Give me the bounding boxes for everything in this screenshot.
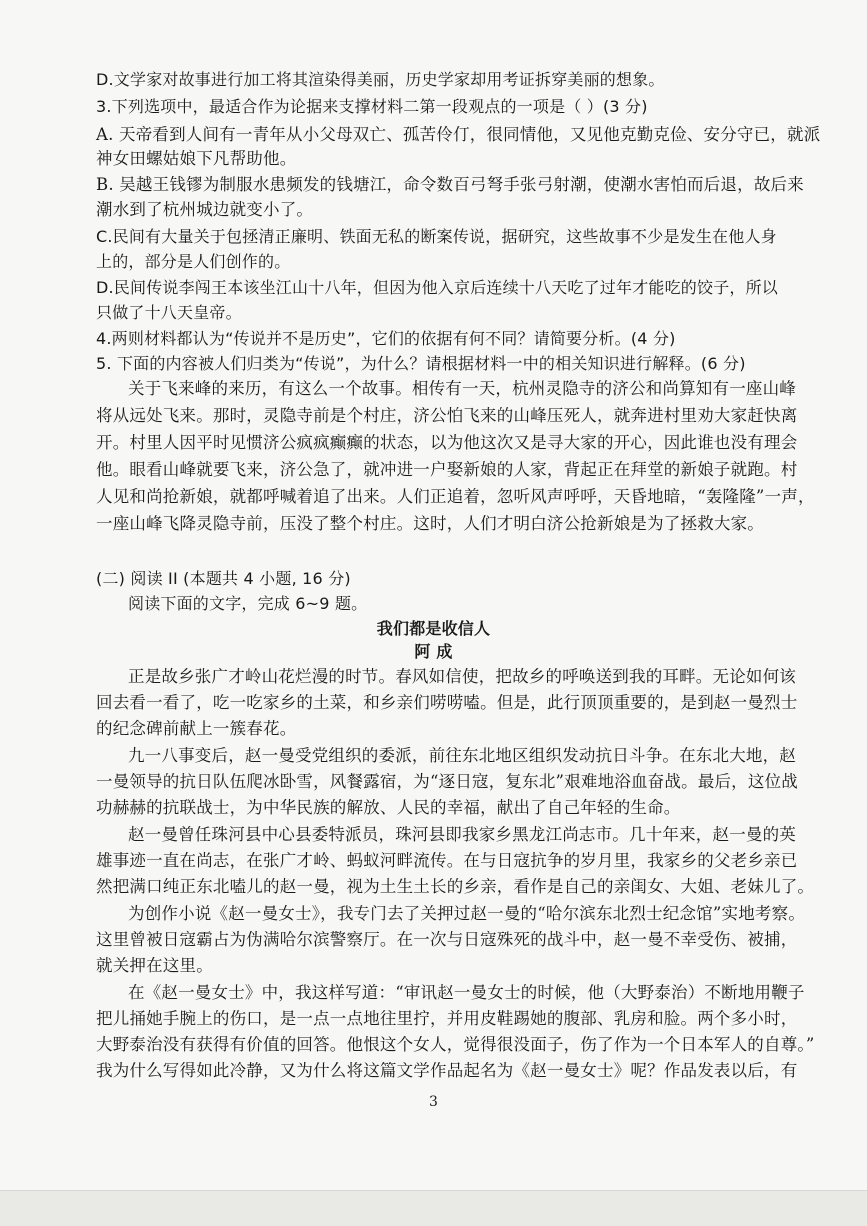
article-paragraph-line: 回去看一看了，吃一吃家乡的土菜，和乡亲们唠唠嗑。但是，此行顶顶重要的，是到赵一曼烈士: [96, 693, 798, 712]
page-number: 3: [429, 1094, 438, 1110]
q3-option-d-line-2: 只做了十八天皇帝。: [96, 303, 242, 322]
question-5: 5. 下面的内容被人们归类为“传说”，为什么？请根据材料一中的相关知识进行解释。(6 分): [96, 354, 746, 373]
article-title: 我们都是收信人: [376, 619, 491, 638]
article-paragraph-line: 然把满口纯正东北嗑儿的赵一曼，视为土生土长的乡亲，看作是自己的亲闺女、大姐、老妹儿了。: [96, 877, 815, 896]
section-heading: (二) 阅读 II (本题共 4 小题, 16 分): [96, 569, 351, 588]
q5-material-line: 他。眼看山峰就要飞来，济公急了，就冲进一户娶新娘的人家，背起正在拜堂的新娘子就跑。村: [96, 460, 798, 479]
option-d-previous: D.文学家对故事进行加工将其渲染得美丽，历史学家却用考证拆穿美丽的想象。: [96, 70, 665, 89]
article-paragraph-line: 的纪念碑前献上一簇春花。: [96, 719, 297, 738]
article-paragraph-line: 就关押在这里。: [96, 956, 213, 975]
q5-material-line: 将从远处飞来。那时，灵隐寺前是个村庄，济公怕飞来的山峰压死人，就奔进村里劝大家赶快离: [96, 406, 798, 425]
article-author: 阿 成: [414, 642, 453, 661]
q5-material-line: 关于飞来峰的来历，有这么一个故事。相传有一天，杭州灵隐寺的济公和尚算知有一座山峰: [128, 379, 796, 398]
question-4: 4.两则材料都认为“传说并不是历史”，它们的依据有何不同？请简要分析。(4 分): [96, 329, 676, 348]
q5-material-line: 一座山峰飞降灵隐寺前，压没了整个村庄。这时，人们才明白济公抢新娘是为了拯救大家。: [96, 514, 764, 533]
article-paragraph-line: 这里曾被日寇霸占为伪满哈尔滨警察厅。在一次与日寇殊死的战斗中，赵一曼不幸受伤、被捕，: [96, 930, 798, 949]
article-paragraph-line: 把儿捅她手腕上的伤口，是一点一点地往里拧，并用皮鞋踢她的腹部、乳房和脸。两个多小时，: [96, 1009, 798, 1028]
article-paragraph-line: 一曼领导的抗日队伍爬冰卧雪，风餐露宿，为“逐日寇，复东北”艰难地浴血奋战。最后，这位战: [96, 772, 798, 791]
section-instruction: 阅读下面的文字，完成 6~9 题。: [128, 594, 368, 613]
article-paragraph-line: 九一八事变后，赵一曼受党组织的委派，前往东北地区组织发动抗日斗争。在东北大地，赵: [128, 746, 796, 765]
q3-option-b-line-2: 潮水到了杭州城边就变小了。: [96, 200, 314, 219]
article-paragraph-line: 在《赵一曼女士》中，我这样写道：“审讯赵一曼女士的时候，他（大野泰治）不断地用鞭子: [128, 983, 805, 1002]
article-paragraph-line: 雄事迹一直在尚志，在张广才岭、蚂蚁河畔流传。在与日寇抗争的岁月里，我家乡的父老乡亲已: [96, 851, 798, 870]
article-paragraph-line: 功赫赫的抗联战士，为中华民族的解放、人民的幸福，献出了自己年轻的生命。: [96, 798, 681, 817]
q3-option-c-line-1: C.民间有大量关于包拯清正廉明、铁面无私的断案传说，据研究，这些故事不少是发生在他人身: [96, 227, 777, 246]
page-bottom-margin: [0, 1190, 867, 1226]
article-paragraph-line: 大野泰治没有获得有价值的回答。他恨这个女人，觉得很没面子，伤了作为一个日本军人的自尊。”: [96, 1035, 815, 1054]
question-3: 3.下列选项中，最适合作为论据来支撑材料二第一段观点的一项是（ ）(3 分): [96, 97, 648, 116]
q5-material-line: 人见和尚抢新娘，就都呼喊着追了出来。人们正追着，忽听风声呼呼，天昏地暗，“轰隆隆”一声，: [96, 487, 815, 506]
article-paragraph-line: 为创作小说《赵一曼女士》，我专门去了关押过赵一曼的“哈尔滨东北烈士纪念馆”实地考察。: [128, 904, 806, 923]
q3-option-d-line-1: D.民间传说李闯王本该坐江山十八年，但因为他入京后连续十八天吃了过年才能吃的饺子，所以: [96, 278, 779, 297]
q3-option-a-line-1: A. 天帝看到人间有一青年从小父母双亡、孤苦伶仃，很同情他，又见他克勤克俭、安分守已，就派: [96, 125, 821, 144]
article-paragraph-line: 我为什么写得如此冷静，又为什么将这篇文学作品起名为《赵一曼女士》呢？作品发表以后，有: [96, 1061, 798, 1080]
q3-option-c-line-2: 上的，部分是人们创作的。: [96, 252, 291, 271]
article-paragraph-line: 赵一曼曾任珠河县中心县委特派员，珠河县即我家乡黑龙江尚志市。几十年来，赵一曼的英: [128, 825, 796, 844]
article-paragraph-line: 正是故乡张广才岭山花烂漫的时节。春风如信使，把故乡的呼唤送到我的耳畔。无论如何该: [128, 667, 796, 686]
q5-material-line: 开。村里人因平时见惯济公疯疯癫癫的状态，以为他这次又是寻大家的开心，因此谁也没有理会: [96, 433, 798, 452]
q3-option-b-line-1: B. 吴越王钱镠为制服水患频发的钱塘江，命令数百弓弩手张弓射潮，使潮水害怕而后退，故后来: [96, 175, 804, 194]
q3-option-a-line-2: 神女田螺姑娘下凡帮助他。: [96, 149, 297, 168]
